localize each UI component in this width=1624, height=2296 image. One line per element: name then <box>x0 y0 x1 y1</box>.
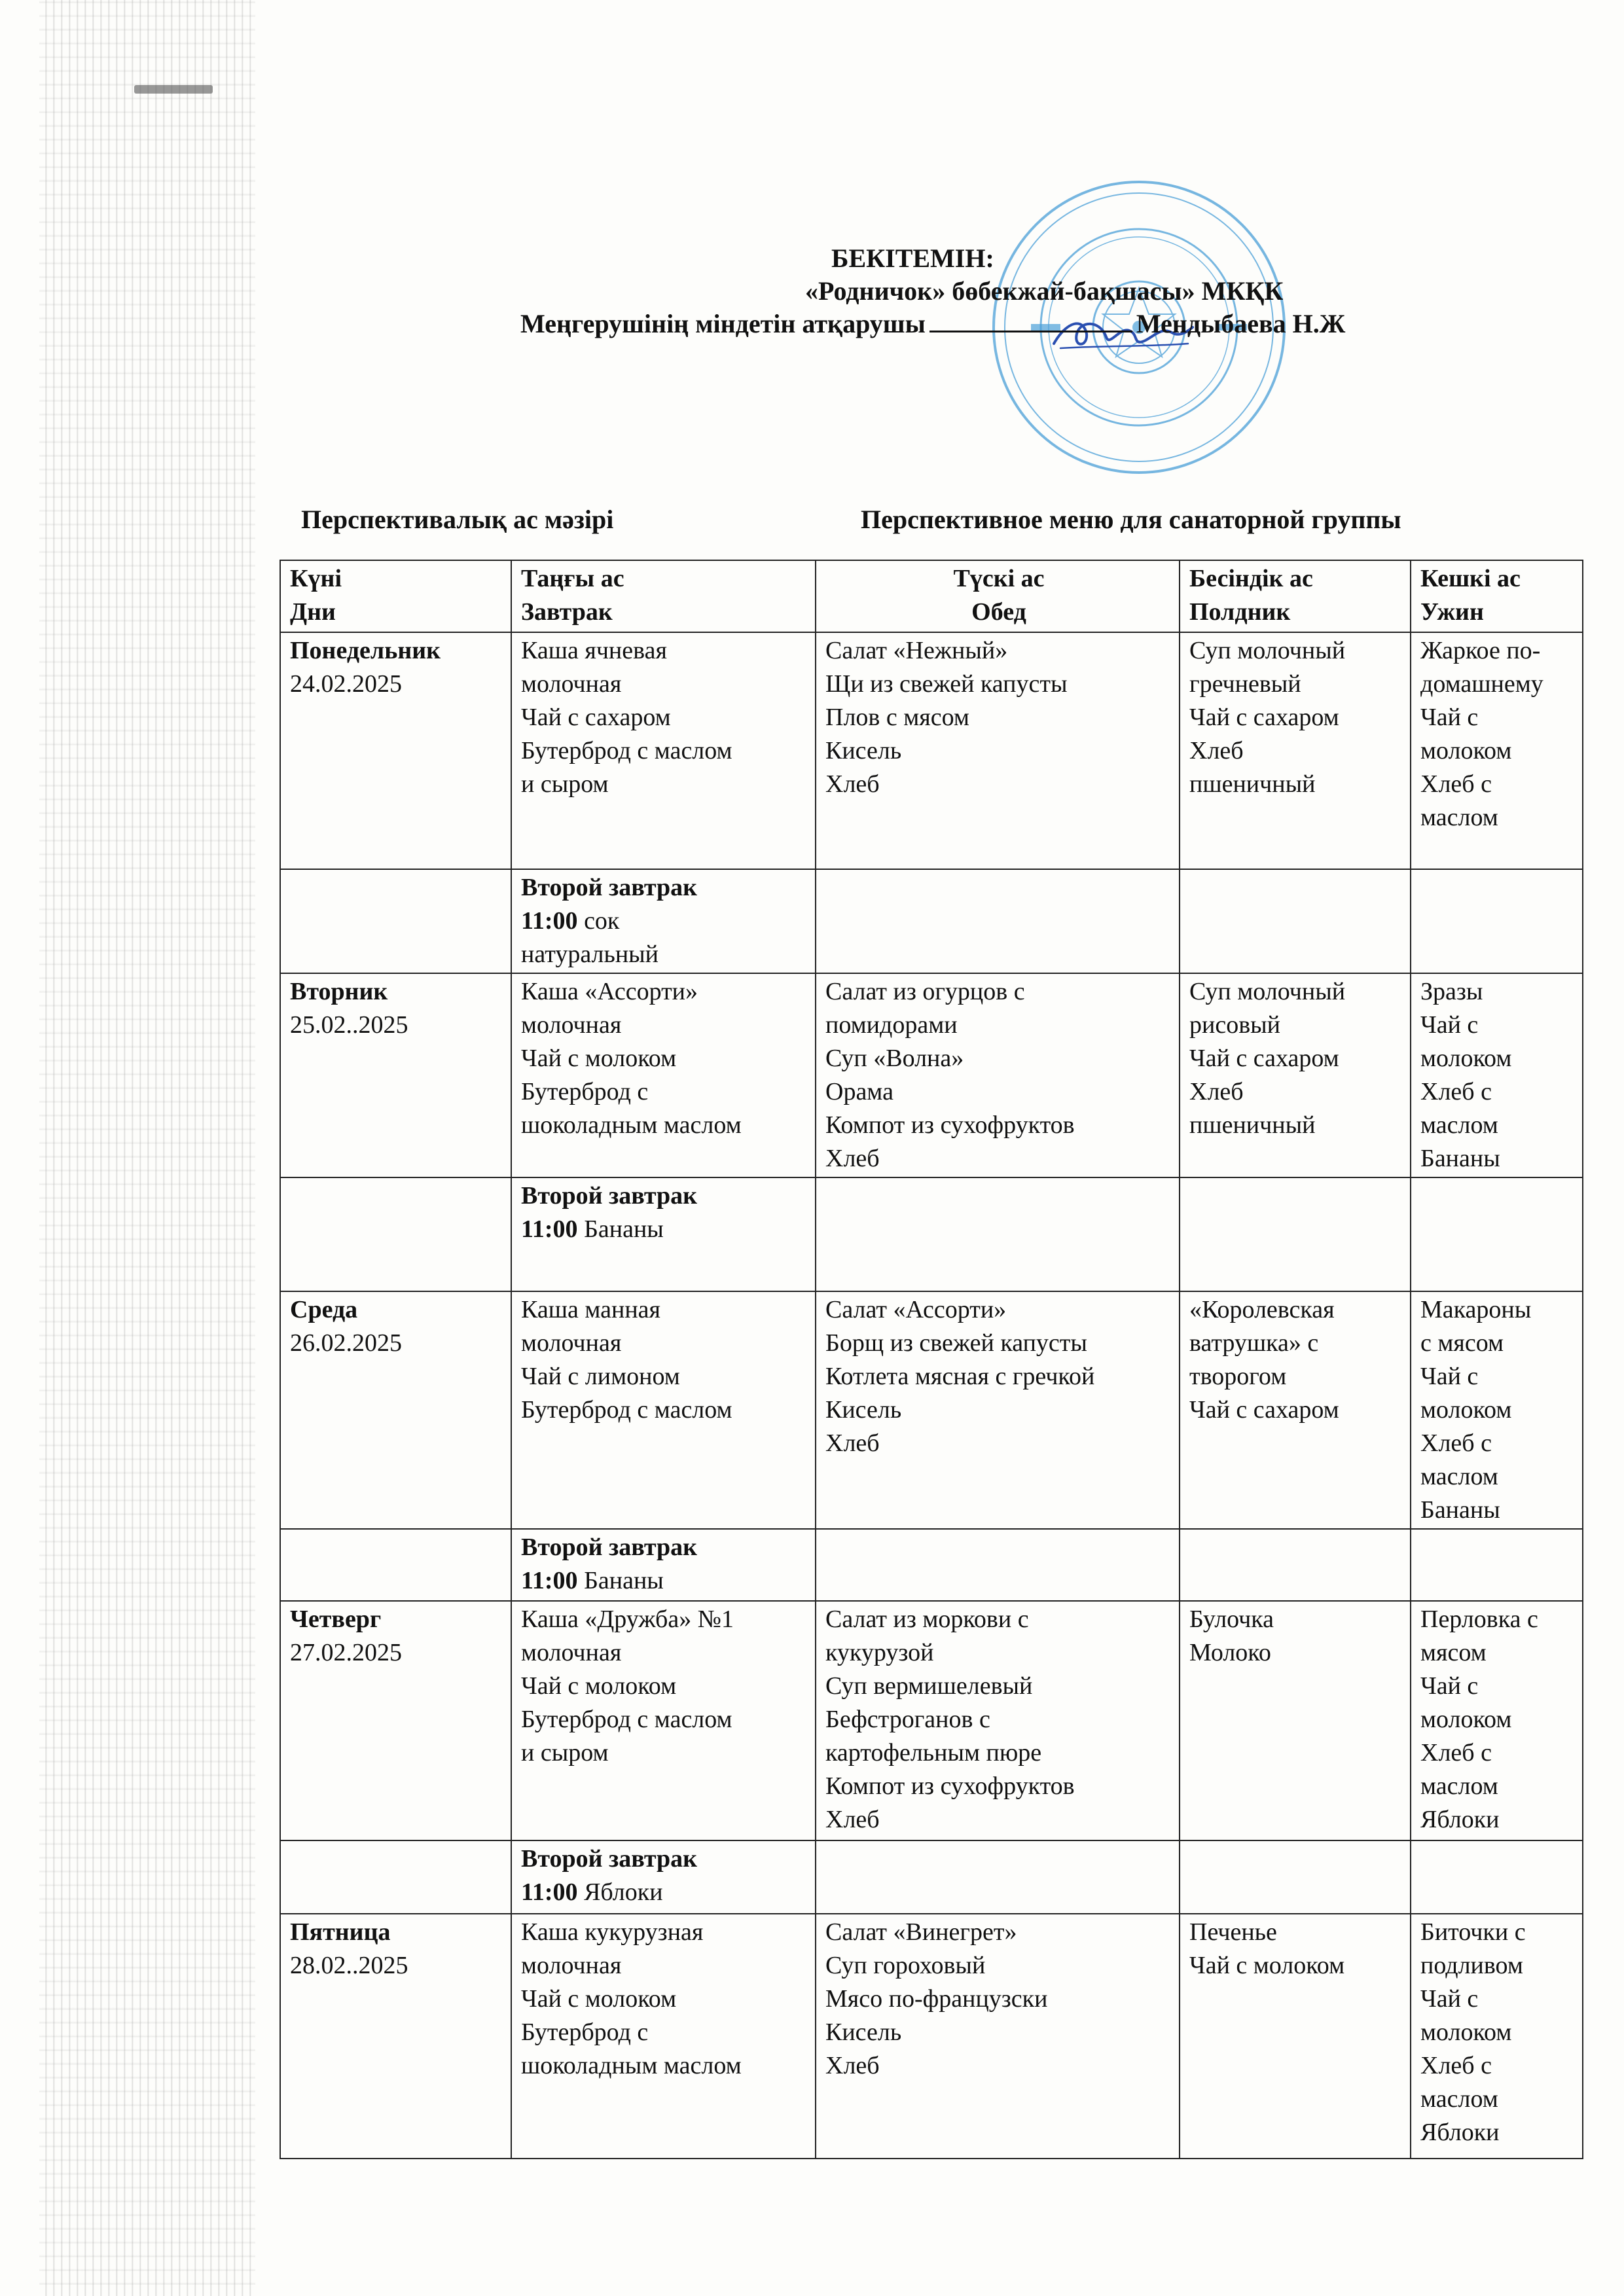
day-cell <box>280 973 511 1177</box>
day-cell <box>280 632 511 869</box>
second-breakfast-time: 11:00 <box>521 907 578 935</box>
empty-cell <box>1411 1529 1583 1601</box>
day-row <box>280 973 1583 1177</box>
dinner-cell: Жаркое по- домашнему Чай с молоком Хлеб с маслом <box>1411 632 1583 869</box>
day-name: Понедельник <box>290 637 441 664</box>
lunch-cell: Салат из моркови с кукурузой Суп вермишелевый Бефстроганов с картофельным пюре Компот из сухофруктов Хлеб <box>816 1601 1180 1840</box>
header-row <box>280 560 1583 632</box>
snack-cell: Печенье Чай с молоком <box>1180 1914 1411 2159</box>
second-breakfast-item: Бананы <box>584 1215 664 1243</box>
dinner-cell: Перловка с мясом Чай с молоком Хлеб с маслом Яблоки <box>1411 1601 1583 1840</box>
lunch-cell: Салат из огурцов с помидорами Суп «Волна» Орама Компот из сухофруктов Хлеб <box>816 973 1180 1177</box>
second-breakfast-time: 11:00 <box>521 1878 578 1906</box>
day-name: Вторник <box>290 978 388 1005</box>
empty-cell <box>1411 1840 1583 1914</box>
header-dinner: Кешкі ас Ужин <box>1411 560 1583 632</box>
day-date: 28.02..2025 <box>290 1952 408 1979</box>
second-breakfast-row <box>280 1177 1583 1291</box>
snack-cell: «Королевская ватрушка» с творогом Чай с сахаром <box>1180 1291 1411 1529</box>
empty-cell <box>816 1529 1180 1601</box>
header-days: Күні Дни <box>280 560 511 632</box>
empty-cell <box>816 869 1180 973</box>
day-row <box>280 1601 1583 1840</box>
lunch-cell: Салат «Ассорти» Борщ из свежей капусты Котлета мясная с гречкой Кисель Хлеб <box>816 1291 1180 1529</box>
empty-cell <box>280 1177 511 1291</box>
second-breakfast-cell <box>511 1177 816 1291</box>
signature-line <box>929 311 1132 332</box>
day-date: 25.02..2025 <box>290 1011 408 1039</box>
second-breakfast-cell <box>511 1529 816 1601</box>
scan-artifact-strip <box>134 85 213 94</box>
second-breakfast-label: Второй завтрак <box>521 874 698 901</box>
day-date: 27.02.2025 <box>290 1639 402 1666</box>
snack-cell: Суп молочный гречневый Чай с сахаром Хлеб пшеничный <box>1180 632 1411 869</box>
day-cell <box>280 1601 511 1840</box>
empty-cell <box>1180 869 1411 973</box>
lunch-cell: Салат «Винегрет» Суп гороховый Мясо по-французски Кисель Хлеб <box>816 1914 1180 2159</box>
dinner-cell: Макароны с мясом Чай с молоком Хлеб с маслом Бананы <box>1411 1291 1583 1529</box>
day-row <box>280 1914 1583 2159</box>
second-breakfast-cell <box>511 1840 816 1914</box>
day-row <box>280 1291 1583 1529</box>
title-kazakh: Перспективалық ас мәзірі <box>301 505 614 534</box>
snack-cell: Суп молочный рисовый Чай с сахаром Хлеб пшеничный <box>1180 973 1411 1177</box>
menu-table <box>280 560 1583 2159</box>
approver-name: Мендыбаева Н.Ж <box>1136 309 1346 338</box>
second-breakfast-row <box>280 1529 1583 1601</box>
second-breakfast-row <box>280 869 1583 973</box>
approval-heading: БЕКІТЕМІН: <box>831 243 994 273</box>
header-breakfast: Таңғы ас Завтрак <box>511 560 816 632</box>
approver-line <box>520 308 1345 340</box>
second-breakfast-item: Бананы <box>584 1567 664 1594</box>
lunch-cell: Салат «Нежный» Щи из свежей капусты Плов с мясом Кисель Хлеб <box>816 632 1180 869</box>
second-breakfast-label: Второй завтрак <box>521 1534 698 1561</box>
day-name: Четверг <box>290 1605 382 1633</box>
second-breakfast-item: сок натуральный <box>521 907 659 968</box>
scan-artifact-margin <box>39 0 255 2296</box>
breakfast-cell: Каша «Ассорти» молочная Чай с молоком Бутерброд с шоколадным маслом <box>511 973 816 1177</box>
empty-cell <box>1411 869 1583 973</box>
second-breakfast-item: Яблоки <box>584 1878 663 1906</box>
empty-cell <box>816 1177 1180 1291</box>
second-breakfast-label: Второй завтрак <box>521 1845 698 1873</box>
second-breakfast-time: 11:00 <box>521 1215 578 1243</box>
empty-cell <box>280 869 511 973</box>
empty-cell <box>816 1840 1180 1914</box>
dinner-cell: Зразы Чай с молоком Хлеб с маслом Бананы <box>1411 973 1583 1177</box>
empty-cell <box>1180 1529 1411 1601</box>
day-row <box>280 632 1583 869</box>
empty-cell <box>1180 1840 1411 1914</box>
day-date: 24.02.2025 <box>290 670 402 698</box>
empty-cell <box>1411 1177 1583 1291</box>
header-snack: Бесіндік ас Полдник <box>1180 560 1411 632</box>
day-date: 26.02.2025 <box>290 1329 402 1357</box>
second-breakfast-cell <box>511 869 816 973</box>
day-cell <box>280 1914 511 2159</box>
second-breakfast-time: 11:00 <box>521 1567 578 1594</box>
day-name: Среда <box>290 1296 358 1323</box>
breakfast-cell: Каша кукурузная молочная Чай с молоком Бутерброд с шоколадным маслом <box>511 1914 816 2159</box>
snack-cell: Булочка Молоко <box>1180 1601 1411 1840</box>
empty-cell <box>280 1840 511 1914</box>
breakfast-cell: Каша манная молочная Чай с лимоном Бутерброд с маслом <box>511 1291 816 1529</box>
dinner-cell: Биточки с подливом Чай с молоком Хлеб с маслом Яблоки <box>1411 1914 1583 2159</box>
empty-cell <box>1180 1177 1411 1291</box>
day-cell <box>280 1291 511 1529</box>
breakfast-cell: Каша ячневая молочная Чай с сахаром Бутерброд с маслом и сыром <box>511 632 816 869</box>
organization-name: «Родничок» бөбекжай-бақшасы» МКҚК <box>805 276 1284 306</box>
breakfast-cell: Каша «Дружба» №1 молочная Чай с молоком Бутерброд с маслом и сыром <box>511 1601 816 1840</box>
title-russian: Перспективное меню для санаторной группы <box>861 505 1401 534</box>
empty-cell <box>280 1529 511 1601</box>
approver-position: Меңгерушінің міндетін атқарушы <box>520 309 926 338</box>
second-breakfast-row <box>280 1840 1583 1914</box>
day-name: Пятница <box>290 1918 391 1946</box>
second-breakfast-label: Второй завтрак <box>521 1182 698 1210</box>
header-lunch: Түскі ас Обед <box>816 560 1180 632</box>
